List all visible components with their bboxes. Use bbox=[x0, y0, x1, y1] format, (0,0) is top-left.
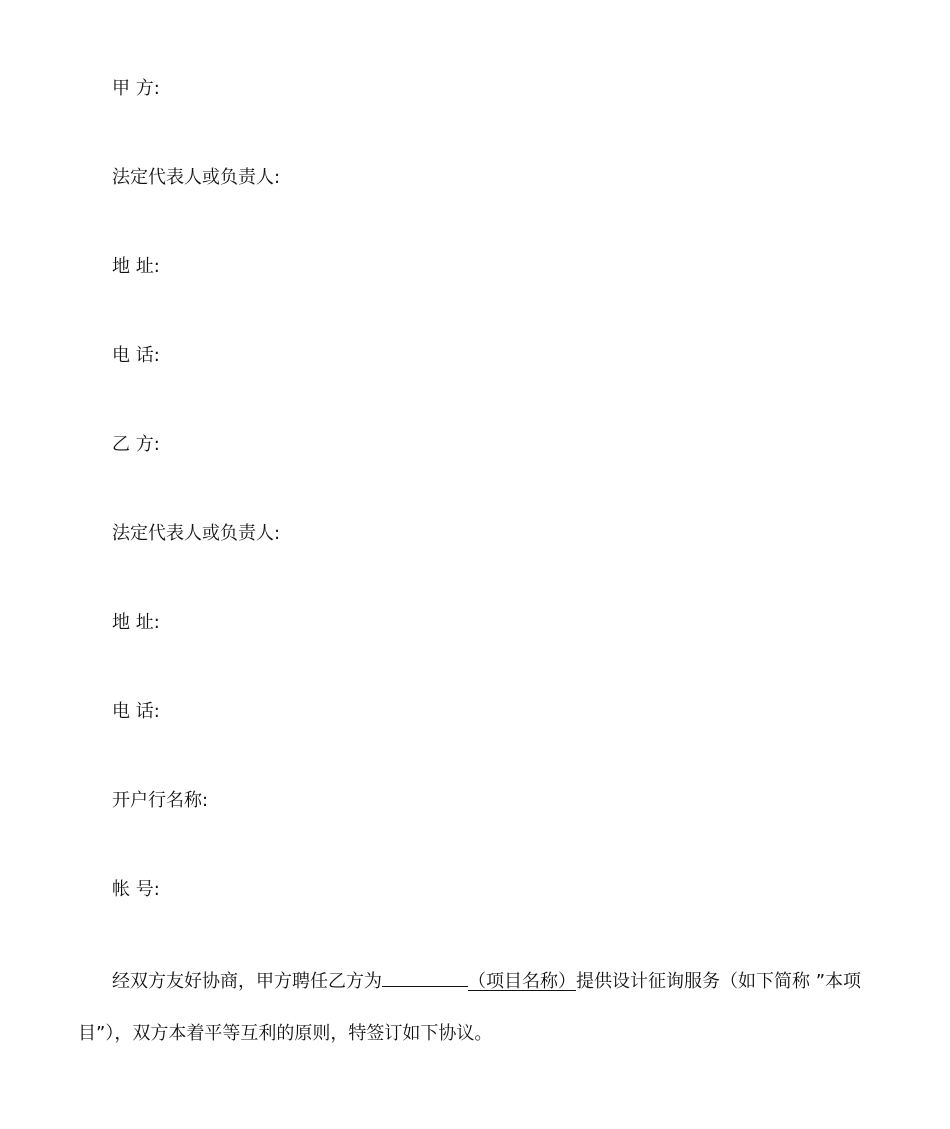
party-a-address-label: 地 址: bbox=[112, 256, 160, 277]
intro-paragraph-line-1 bbox=[78, 967, 878, 994]
project-name-blank bbox=[382, 967, 468, 987]
intro-paragraph-line-2: 目”），双方本着平等互利的原则，特签订如下协议。 bbox=[78, 1023, 493, 1044]
party-a-phone-label: 电 话: bbox=[112, 345, 160, 366]
party-b-label: 乙 方: bbox=[112, 434, 160, 455]
party-b-representative-label: 法定代表人或负责人: bbox=[112, 523, 281, 544]
party-b-account-label: 帐 号: bbox=[112, 879, 160, 900]
party-b-address-label: 地 址: bbox=[112, 612, 160, 633]
intro-suffix-text: 提供设计征询服务（如下简称 ”本项 bbox=[576, 971, 862, 992]
project-name-placeholder: （项目名称） bbox=[468, 971, 576, 992]
party-b-bank-name-label: 开户行名称: bbox=[112, 790, 209, 811]
party-a-representative-label: 法定代表人或负责人: bbox=[112, 167, 281, 188]
party-b-phone-label: 电 话: bbox=[112, 701, 160, 722]
intro-prefix-text: 经双方友好协商，甲方聘任乙方为 bbox=[112, 971, 382, 992]
party-a-label: 甲 方: bbox=[112, 78, 160, 99]
